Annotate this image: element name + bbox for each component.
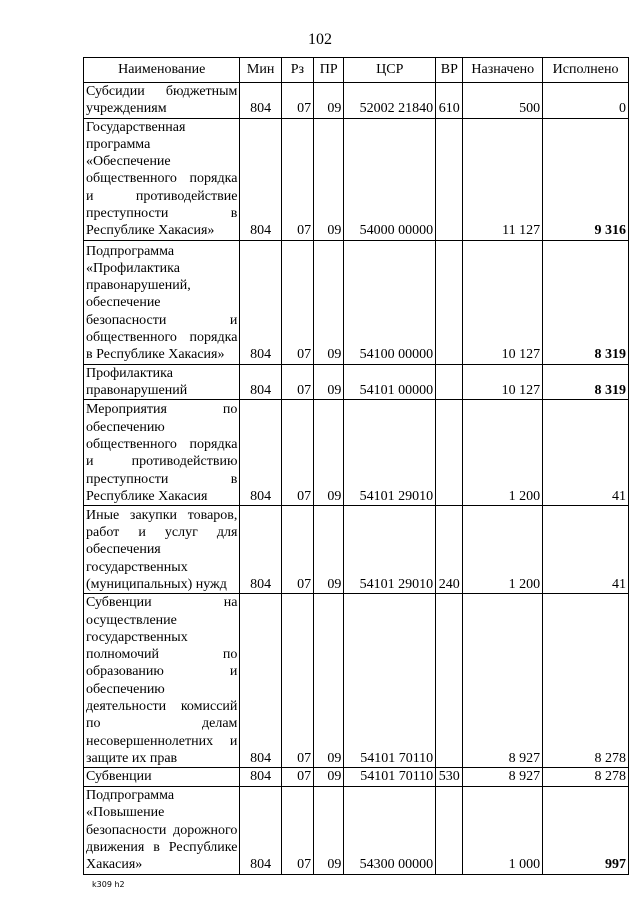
table-row bbox=[84, 768, 629, 786]
row-pr: 09 bbox=[314, 506, 344, 594]
row-executed: 8 278 bbox=[543, 768, 629, 786]
row-min: 804 bbox=[240, 240, 281, 364]
row-executed: 8 319 bbox=[543, 240, 629, 364]
row-vr: 530 bbox=[436, 768, 463, 786]
row-min: 804 bbox=[240, 786, 281, 874]
footer-code: k309 h2 bbox=[92, 880, 125, 889]
row-min: 804 bbox=[240, 364, 281, 400]
row-executed: 997 bbox=[543, 786, 629, 874]
row-vr bbox=[436, 364, 463, 400]
row-pr: 09 bbox=[314, 768, 344, 786]
row-assigned: 10 127 bbox=[463, 364, 543, 400]
row-csr: 54000 00000 bbox=[344, 118, 436, 240]
header-vr: ВР bbox=[436, 58, 463, 83]
row-name: Профилактика правонарушений bbox=[84, 364, 240, 400]
row-executed: 41 bbox=[543, 400, 629, 506]
row-pr: 09 bbox=[314, 594, 344, 768]
row-assigned: 1 000 bbox=[463, 786, 543, 874]
row-vr bbox=[436, 594, 463, 768]
table-row bbox=[84, 364, 629, 400]
row-min: 804 bbox=[240, 506, 281, 594]
row-assigned: 1 200 bbox=[463, 400, 543, 506]
row-assigned: 8 927 bbox=[463, 768, 543, 786]
row-csr: 54101 29010 bbox=[344, 506, 436, 594]
row-pr: 09 bbox=[314, 364, 344, 400]
table-row bbox=[84, 594, 629, 768]
budget-table bbox=[83, 57, 629, 875]
row-name: Подпрограмма «Профилактика правонарушений, обеспечение безопасности и общественного порядка в Республике Хакасия» bbox=[84, 240, 240, 364]
row-pr: 09 bbox=[314, 83, 344, 119]
row-min: 804 bbox=[240, 400, 281, 506]
table-row bbox=[84, 118, 629, 240]
row-csr: 52002 21840 bbox=[344, 83, 436, 119]
row-name: Субвенции bbox=[84, 768, 240, 786]
row-vr bbox=[436, 400, 463, 506]
row-vr: 610 bbox=[436, 83, 463, 119]
header-min: Мин bbox=[240, 58, 281, 83]
row-pr: 09 bbox=[314, 118, 344, 240]
row-csr: 54101 29010 bbox=[344, 400, 436, 506]
table-row bbox=[84, 240, 629, 364]
table-row bbox=[84, 786, 629, 874]
row-rz: 07 bbox=[281, 786, 313, 874]
header-assigned: Назначено bbox=[463, 58, 543, 83]
row-min: 804 bbox=[240, 83, 281, 119]
row-assigned: 1 200 bbox=[463, 506, 543, 594]
row-name: Субсидии бюджетным учреждениям bbox=[84, 83, 240, 119]
row-pr: 09 bbox=[314, 786, 344, 874]
row-rz: 07 bbox=[281, 364, 313, 400]
row-name: Иные закупки товаров, работ и услуг для обеспечения государственных (муниципальных) нужд bbox=[84, 506, 240, 594]
row-vr: 240 bbox=[436, 506, 463, 594]
row-pr: 09 bbox=[314, 400, 344, 506]
row-rz: 07 bbox=[281, 506, 313, 594]
row-csr: 54101 00000 bbox=[344, 364, 436, 400]
table-row bbox=[84, 83, 629, 119]
row-executed: 8 278 bbox=[543, 594, 629, 768]
row-rz: 07 bbox=[281, 118, 313, 240]
row-assigned: 10 127 bbox=[463, 240, 543, 364]
header-csr: ЦСР bbox=[344, 58, 436, 83]
row-rz: 07 bbox=[281, 594, 313, 768]
row-executed: 8 319 bbox=[543, 364, 629, 400]
row-vr bbox=[436, 786, 463, 874]
row-min: 804 bbox=[240, 118, 281, 240]
row-pr: 09 bbox=[314, 240, 344, 364]
row-executed: 9 316 bbox=[543, 118, 629, 240]
row-csr: 54300 00000 bbox=[344, 786, 436, 874]
table-row bbox=[84, 400, 629, 506]
row-name: Мероприятия по обеспечению общественного порядка и противодействию преступности в Республике Хакасия bbox=[84, 400, 240, 506]
row-vr bbox=[436, 240, 463, 364]
row-assigned: 8 927 bbox=[463, 594, 543, 768]
row-csr: 54101 70110 bbox=[344, 594, 436, 768]
row-name: Государственная программа «Обеспечение общественного порядка и противодействие преступности в Республике Хакасия» bbox=[84, 118, 240, 240]
table-row bbox=[84, 506, 629, 594]
header-rz: Рз bbox=[281, 58, 313, 83]
row-rz: 07 bbox=[281, 768, 313, 786]
row-assigned: 11 127 bbox=[463, 118, 543, 240]
header-row bbox=[84, 58, 629, 83]
row-rz: 07 bbox=[281, 240, 313, 364]
row-rz: 07 bbox=[281, 400, 313, 506]
page-number: 102 bbox=[308, 31, 332, 48]
row-csr: 54100 00000 bbox=[344, 240, 436, 364]
header-executed: Исполнено bbox=[543, 58, 629, 83]
header-pr: ПР bbox=[314, 58, 344, 83]
row-name: Подпрограмма «Повышение безопасности дорожного движения в Республике Хакасия» bbox=[84, 786, 240, 874]
row-min: 804 bbox=[240, 594, 281, 768]
row-vr bbox=[436, 118, 463, 240]
row-executed: 0 bbox=[543, 83, 629, 119]
row-rz: 07 bbox=[281, 83, 313, 119]
row-name: Субвенции на осуществление государственных полномочий по образованию и обеспечению деятельности комиссий по делам несовершеннолетних и защите их прав bbox=[84, 594, 240, 768]
header-name: Наименование bbox=[84, 58, 240, 83]
row-executed: 41 bbox=[543, 506, 629, 594]
row-assigned: 500 bbox=[463, 83, 543, 119]
row-min: 804 bbox=[240, 768, 281, 786]
row-csr: 54101 70110 bbox=[344, 768, 436, 786]
